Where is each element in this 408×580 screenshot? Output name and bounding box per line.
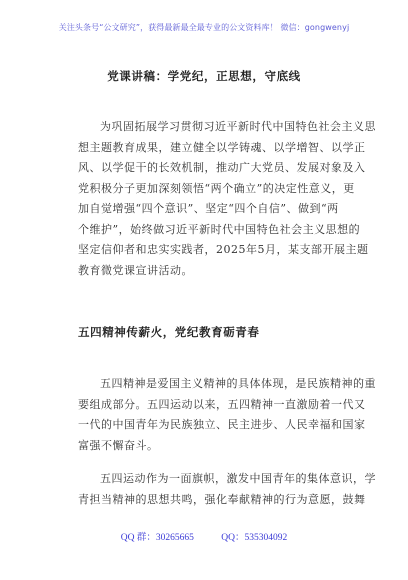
intro-line: 加自觉增强“四个意识”、坚定“四个自信”、做到“两 — [78, 202, 339, 215]
section-paragraph-line: 五四运动作为一面旗帜，激发中国青年的集体意识，学 — [100, 472, 376, 485]
section-paragraph — [78, 374, 376, 456]
section-paragraph-line: 五四精神是爱国主义精神的具体体现，是民族精神的重 — [100, 377, 376, 390]
intro-line: 坚定信仰者和忠实实践者，2025年5月，某支部开展主题 — [78, 243, 369, 256]
section-paragraph-line: 要组成部分。五四运动以来，五四精神一直激励着一代又 — [78, 397, 366, 411]
promo-banner: 关注头条号“公文研究”，获得最新最全最专业的公文资料库！ 微信：gongwenyj — [58, 23, 350, 32]
intro-paragraph — [78, 117, 376, 281]
intro-line: 想主题教育成果，建立健全以学铸魂、以学增智、以学正 — [78, 140, 366, 154]
qq-text: QQ：535304092 — [221, 533, 288, 543]
document-title: 党课讲稿：学党纪，正思想，守底线 — [107, 69, 301, 83]
section-heading: 五四精神传薪火，党纪教育砺青春 — [78, 325, 260, 339]
intro-line: 个维护”，始终做习近平新时代中国特色社会主义思想的 — [78, 222, 361, 236]
footer-contact — [0, 532, 408, 544]
intro-line: 为巩固拓展学习贯彻习近平新时代中国特色社会主义思 — [100, 120, 376, 133]
intro-line: 风、以学促干的长效机制，推动广大党员、发展对象及入 — [78, 161, 366, 174]
section-paragraph — [78, 469, 376, 510]
intro-line: 教育微党课宣讲活动。 — [78, 263, 193, 277]
intro-line: 党积极分子更加深刻领悟“两个确立”的决定性意义，更 — [78, 181, 355, 195]
section-paragraph-line: 富强不懈奋斗。 — [78, 438, 159, 452]
section-paragraph-line: 一代的中国青年为民族独立、民主进步、人民幸福和国家 — [78, 418, 366, 431]
section-paragraph-line: 青担当精神的思想共鸣，强化奉献精神的行为意愿，鼓舞 — [78, 492, 366, 506]
qq-group-text: QQ 群：30265665 — [120, 533, 194, 543]
